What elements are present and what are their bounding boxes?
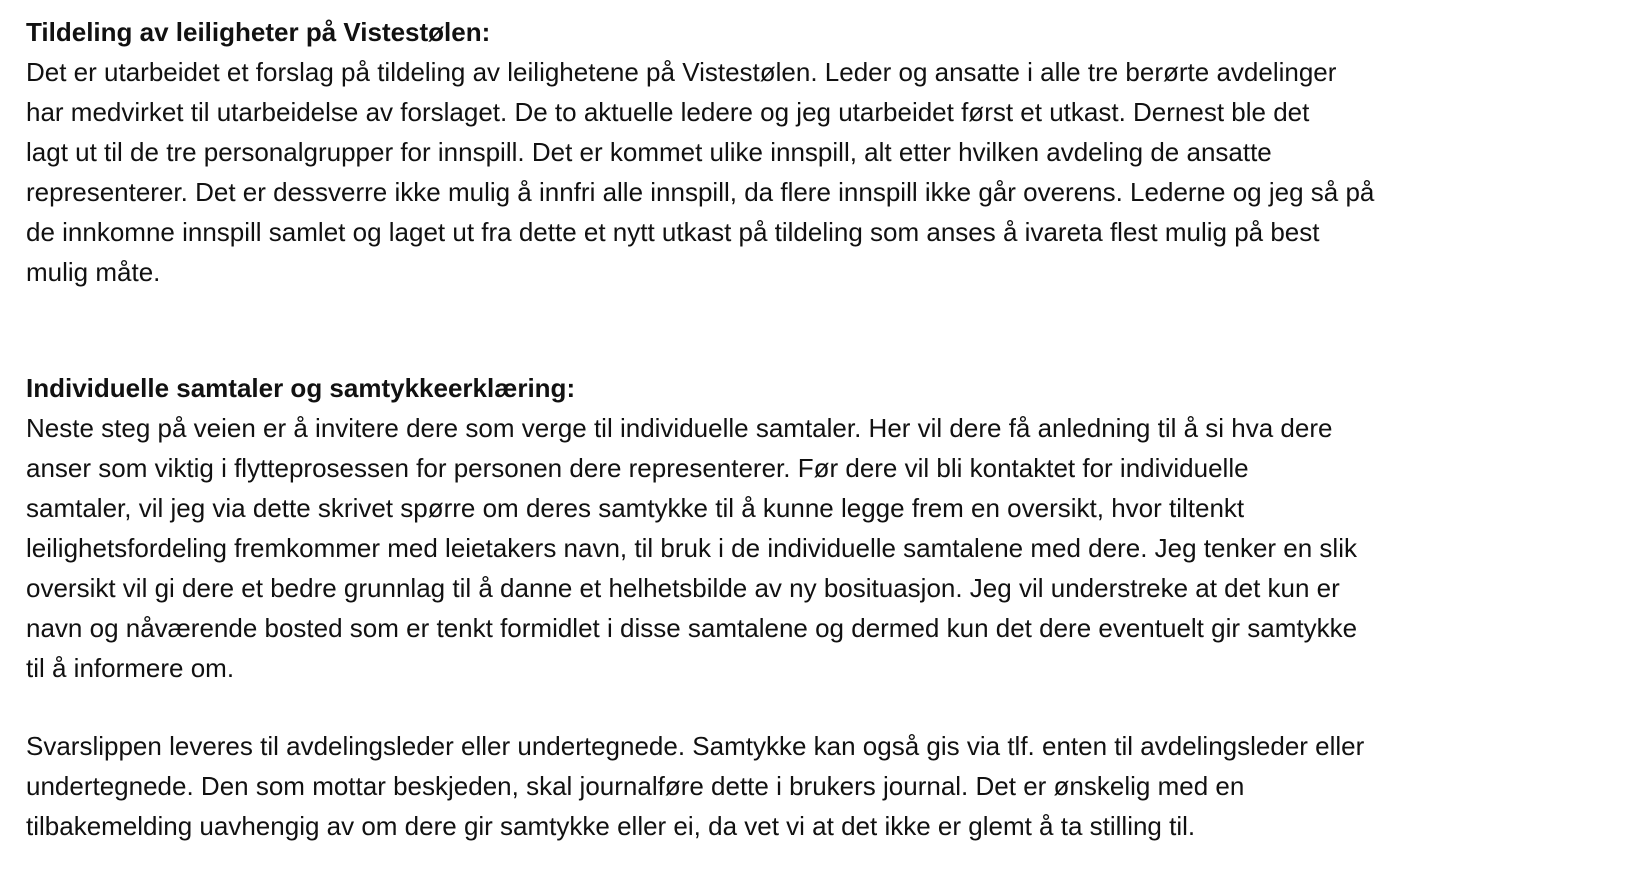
paragraph-line: mulig måte. [26, 257, 161, 287]
paragraph-line: navn og nåværende bosted som er tenkt formidlet i disse samtalene og dermed kun det dere eventuelt gir samtykke [26, 613, 1358, 643]
paragraph-line: til å informere om. [26, 653, 235, 683]
paragraph-line: samtaler, vil jeg via dette skrivet spørre om deres samtykke til å kunne legge frem en oversikt, hvor tiltenkt [26, 493, 1245, 523]
paragraph-line: Svarslippen leveres til avdelingsleder eller undertegnede. Samtykke kan også gis via tlf. enten til avdelingsleder eller [26, 731, 1365, 761]
paragraph-line: Neste steg på veien er å invitere dere som verge til individuelle samtaler. Her vil dere få anledning til å si hva dere [26, 413, 1333, 443]
paragraph-line: leilighetsfordeling fremkommer med leietakers navn, til bruk i de individuelle samtalene med dere. Jeg tenker en slik [26, 533, 1357, 563]
paragraph-line: har medvirket til utarbeidelse av forslaget. De to aktuelle ledere og jeg utarbeidet først et utkast. Dernest ble det [26, 97, 1310, 127]
paragraph-line: anser som viktig i flytteprosessen for personen dere representerer. Før dere vil bli kontaktet for individuelle [26, 453, 1249, 483]
paragraph-line: oversikt vil gi dere et bedre grunnlag til å danne et helhetsbilde av ny bosituasjon. Jeg vil understreke at det kun er [26, 573, 1340, 603]
paragraph-line: representerer. Det er dessverre ikke mulig å innfri alle innspill, da flere innspill ikke går overens. Lederne og jeg så på [26, 177, 1375, 207]
paragraph-line: de innkomne innspill samlet og laget ut fra dette et nytt utkast på tildeling som anses å ivareta flest mulig på best [26, 217, 1320, 247]
paragraph-line: Det er utarbeidet et forslag på tildeling av leilighetene på Vistestølen. Leder og ansatte i alle tre berørte avdelinger [26, 57, 1337, 87]
paragraph-line: lagt ut til de tre personalgrupper for innspill. Det er kommet ulike innspill, alt etter hvilken avdeling de ansatte [26, 137, 1272, 167]
section-heading: Individuelle samtaler og samtykkeerklæring: [26, 373, 576, 403]
section-individuelle-samtaler [26, 368, 1585, 688]
paragraph-line: tilbakemelding uavhengig av om dere gir samtykke eller ei, da vet vi at det ikke er glemt å ta stilling til. [26, 811, 1196, 841]
section-tildeling [26, 12, 1585, 292]
section-heading: Tildeling av leiligheter på Vistestølen: [26, 17, 491, 47]
paragraph-gap [26, 688, 1585, 726]
section-gap [26, 292, 1585, 368]
paragraph-line: undertegnede. Den som mottar beskjeden, skal journalføre dette i brukers journal. Det er ønskelig med en [26, 771, 1245, 801]
section-svarslipp [26, 726, 1585, 846]
